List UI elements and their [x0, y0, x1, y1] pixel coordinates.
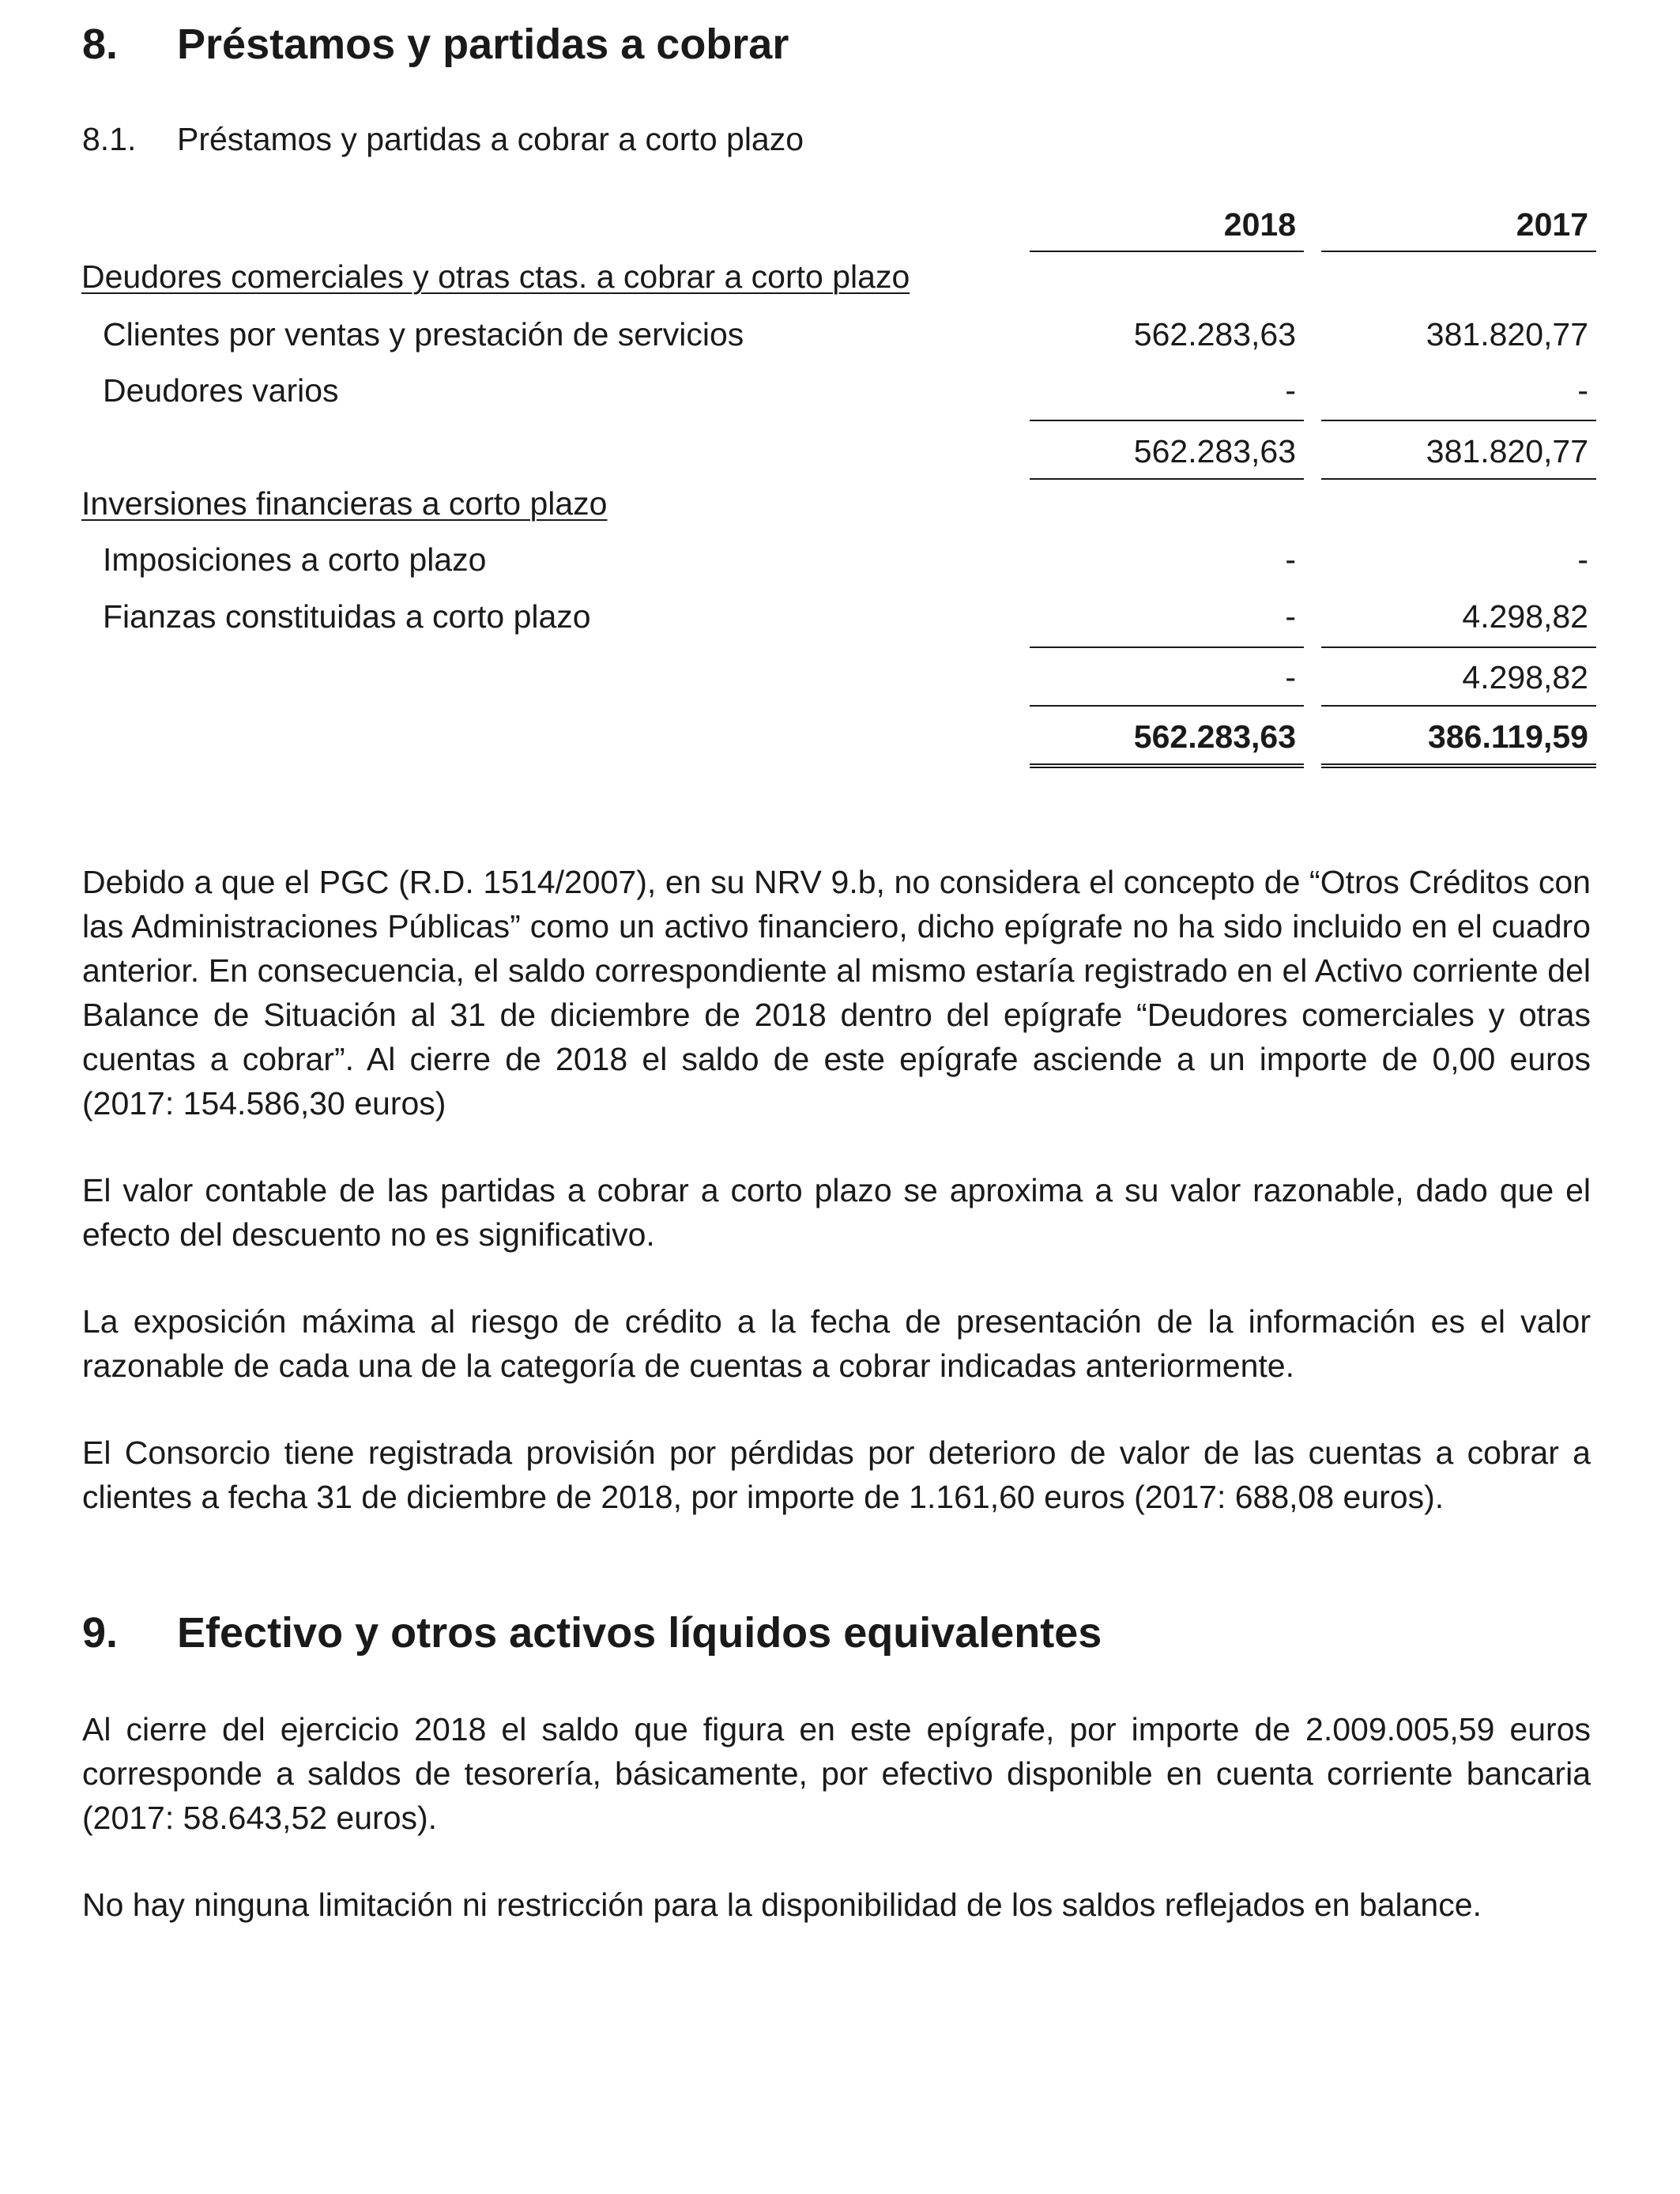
total-double-rule-2018	[1030, 763, 1304, 768]
total-double-rule-2017	[1321, 763, 1596, 768]
table-row	[0, 311, 1680, 358]
subsection-8-1-number: 8.1.	[82, 121, 137, 157]
value-2018: -	[1285, 372, 1296, 409]
value-2018: -	[1285, 541, 1296, 578]
subtotal-row	[0, 654, 1680, 701]
group-heading-row	[0, 480, 1680, 527]
value-2017: 4.298,82	[1462, 598, 1588, 635]
paragraph: Debido a que el PGC (R.D. 1514/2007), en su NRV 9.b, no considera el concepto de “Otros Créditos con las Administraciones Públicas” como un activo financiero, dicho epígrafe no ha sido incluido en el cuadro anterior. En consecuencia, el saldo correspondiente al mismo estaría registrado en el Activo corriente del Balance de Situación al 31 de diciembre de 2018 dentro del epígrafe “Deudores comerciales y otras cuentas a cobrar”. Al cierre de 2018 el saldo de este epígrafe asciende a un importe de 0,00 euros (2017: 154.586,30 euros)	[82, 864, 1591, 1122]
section-9-title: Efectivo y otros activos líquidos equivalentes	[177, 1609, 1102, 1657]
value-2017: -	[1577, 541, 1588, 578]
row-label: Deudores varios	[103, 372, 339, 409]
subtotal-2018: 562.283,63	[1133, 433, 1296, 469]
group-title-deudores: Deudores comerciales y otras ctas. a cobrar a corto plazo	[81, 258, 910, 295]
value-2018: -	[1285, 598, 1296, 635]
subtotal-2017: 381.820,77	[1426, 433, 1588, 469]
total-top-rule-2018	[1030, 705, 1304, 707]
subtotal-rule-2018	[1030, 647, 1304, 648]
subtotal-rule-2018	[1030, 420, 1304, 421]
row-label: Clientes por ventas y prestación de servicios	[103, 316, 744, 352]
row-label: Fianzas constituidas a corto plazo	[103, 598, 591, 635]
table-row	[0, 367, 1680, 414]
value-2017: -	[1577, 372, 1588, 409]
column-header-2017: 2017	[1516, 206, 1588, 243]
section-9-number: 9.	[82, 1609, 119, 1657]
subtotal-rule-2017	[1321, 420, 1596, 421]
group-heading-row	[0, 253, 1680, 300]
paragraph: El Consorcio tiene registrada provisión por pérdidas por deterioro de valor de las cuentas a cobrar a clientes a fecha 31 de diciembre de 2018, por importe de 1.161,60 euros (2017: 688,08 euros).	[82, 1434, 1591, 1515]
section-8-number: 8.	[82, 21, 119, 68]
total-2017: 386.119,59	[1428, 718, 1588, 755]
column-header-2018: 2018	[1223, 206, 1296, 243]
paragraph: La exposición máxima al riesgo de crédito a la fecha de presentación de la información es el valor razonable de cada una de la categoría de cuentas a cobrar indicadas anteriormente.	[82, 1303, 1591, 1384]
section-8-title: Préstamos y partidas a cobrar	[177, 21, 789, 68]
paragraph: Al cierre del ejercicio 2018 el saldo que figura en este epígrafe, por importe de 2.009.005,59 euros corresponde a saldos de tesorería, básicamente, por efectivo disponible en cuenta corriente bancaria (2017: 58.643,52 euros).	[82, 1711, 1591, 1836]
table-row	[0, 593, 1680, 640]
table-row	[0, 536, 1680, 583]
subtotal-row	[0, 428, 1680, 475]
total-top-rule-2017	[1321, 705, 1596, 707]
header-rule-2018	[1030, 251, 1304, 252]
total-row	[0, 713, 1680, 760]
subtotal-2017: 4.298,82	[1462, 659, 1588, 696]
row-label: Imposiciones a corto plazo	[103, 541, 487, 578]
paragraph: El valor contable de las partidas a cobrar a corto plazo se aproxima a su valor razonable, dado que el efecto del descuento no es significativo.	[82, 1172, 1591, 1253]
value-2017: 381.820,77	[1426, 316, 1588, 352]
paragraph: No hay ninguna limitación ni restricción para la disponibilidad de los saldos reflejados en balance.	[82, 1887, 1482, 1923]
group-title-inversiones: Inversiones financieras a corto plazo	[81, 485, 608, 522]
subtotal-rule-2017	[1321, 647, 1596, 648]
total-2018: 562.283,63	[1133, 718, 1296, 755]
subtotal-2018: -	[1285, 659, 1296, 696]
header-rule-2017	[1321, 251, 1596, 252]
subsection-8-1-title: Préstamos y partidas a cobrar a corto plazo	[177, 121, 804, 157]
table-header-row	[0, 201, 1680, 248]
value-2018: 562.283,63	[1133, 316, 1296, 352]
